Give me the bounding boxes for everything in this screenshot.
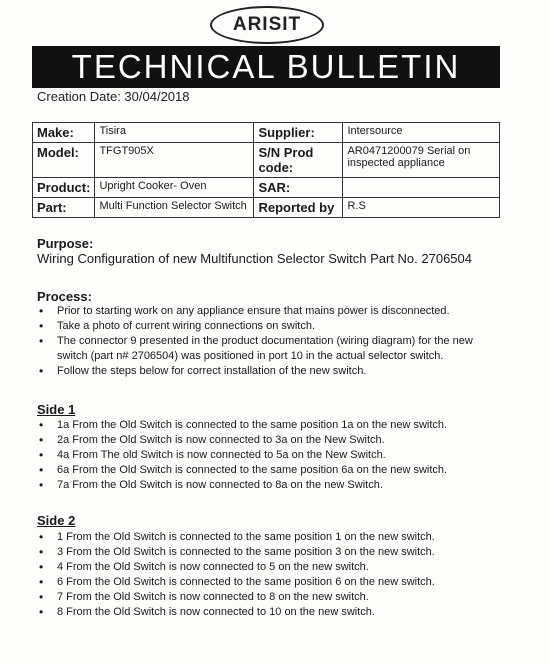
list-item: • Take a photo of current wiring connections on switch. bbox=[37, 319, 497, 334]
list-item: • 6 From the Old Switch is connected to the same position 6 on the new switch. bbox=[37, 575, 507, 590]
list-item: • The connector 9 presented in the product documentation (wiring diagram) for the new switch (part n# 2706504) was positioned in port 10 in the actual selector switch. bbox=[37, 334, 497, 364]
list-item: • Prior to starting work on any appliance ensure that mains power is disconnected. bbox=[37, 304, 497, 319]
list-item: • 7a From the Old Switch is now connected to 8a on the new Switch. bbox=[37, 478, 507, 493]
table-row bbox=[33, 143, 500, 178]
model-label: Model: bbox=[33, 143, 95, 178]
logo-text: ARISIT bbox=[232, 14, 302, 35]
reported-by-label: Reported by bbox=[254, 198, 343, 218]
table-row bbox=[33, 178, 500, 198]
list-item: • 1a From the Old Switch is connected to the same position 1a on the new switch. bbox=[37, 418, 507, 433]
table-row bbox=[33, 198, 500, 218]
part-value: Multi Function Selector Switch bbox=[95, 198, 254, 218]
side-2-list bbox=[37, 530, 507, 620]
sn-prod-code-value: AR0471200079 Serial on inspected appliance bbox=[343, 143, 500, 178]
supplier-value: Intersource bbox=[343, 123, 500, 143]
make-label: Make: bbox=[33, 123, 95, 143]
process-list bbox=[37, 304, 497, 379]
sn-prod-code-label: S/N Prod code: bbox=[254, 143, 343, 178]
list-item: • Follow the steps below for correct installation of the new switch. bbox=[37, 364, 497, 379]
reported-by-value: R.S bbox=[343, 198, 500, 218]
creation-date: Creation Date: 30/04/2018 bbox=[37, 89, 190, 104]
purpose-text: Wiring Configuration of new Multifunction Selector Switch Part No. 2706504 bbox=[37, 251, 472, 266]
list-item: • 6a From the Old Switch is connected to the same position 6a on the new switch. bbox=[37, 463, 507, 478]
list-item: • 7 From the Old Switch is now connected to 8 on the new switch. bbox=[37, 590, 507, 605]
side-1-heading: Side 1 bbox=[37, 402, 76, 417]
sar-label: SAR: bbox=[254, 178, 343, 198]
list-item: • 3 From the Old Switch is connected to the same position 3 on the new switch. bbox=[37, 545, 507, 560]
part-label: Part: bbox=[33, 198, 95, 218]
make-value: Tisira bbox=[95, 123, 254, 143]
list-item: • 4a From The old Switch is now connected to 5a on the New Switch. bbox=[37, 448, 507, 463]
supplier-label: Supplier: bbox=[254, 123, 343, 143]
product-value: Upright Cooker- Oven bbox=[95, 178, 254, 198]
list-item: • 8 From the Old Switch is now connected to 10 on the new switch. bbox=[37, 605, 507, 620]
side-2-heading: Side 2 bbox=[37, 513, 76, 528]
process-heading: Process: bbox=[37, 289, 92, 304]
side-1-list bbox=[37, 418, 507, 493]
list-item: • 4 From the Old Switch is now connected to 5 on the new switch. bbox=[37, 560, 507, 575]
model-value: TFGT905X bbox=[95, 143, 254, 178]
sar-value bbox=[343, 178, 500, 198]
banner-title: TECHNICAL BULLETIN bbox=[71, 48, 461, 85]
list-item: • 1 From the Old Switch is connected to the same position 1 on the new switch. bbox=[37, 530, 507, 545]
technical-bulletin-banner bbox=[32, 46, 500, 88]
info-table bbox=[32, 122, 500, 218]
product-label: Product: bbox=[33, 178, 95, 198]
table-row bbox=[33, 123, 500, 143]
purpose-heading: Purpose: bbox=[37, 236, 94, 251]
arisit-logo bbox=[210, 6, 324, 44]
list-item: • 2a From the Old Switch is now connected to 3a on the New Switch. bbox=[37, 433, 507, 448]
